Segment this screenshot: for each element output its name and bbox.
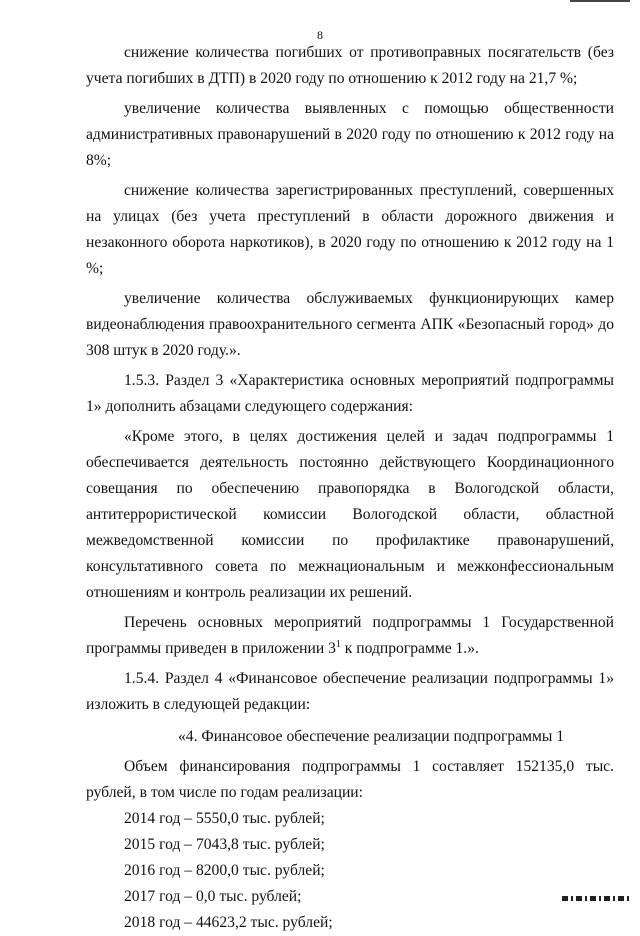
paragraph-coordination: «Кроме этого, в целях достижения целей и задач подпрограммы 1 обеспечивается деятельность постоянно действующего Координационного совещания по обеспечению правопорядка в Вологодской области, антитеррористической комиссии Вологодской области, областной межведомственной комиссии по профилактике правонарушений, консультативного совета по межнациональным и межконфессиональным отношениям и контроль реализации их решений. xyxy=(86,428,614,601)
appendix-text-before: Перечень основных мероприятий подпрограммы 1 Государственной программы приведен в приложении 3 xyxy=(86,614,614,657)
year-line: 2018 год – 44623,2 тыс. рублей; xyxy=(124,914,333,931)
scan-mark-bottom xyxy=(562,896,632,901)
paragraph-street-crimes: снижение количества зарегистрированных преступлений, совершенных на улицах (без учета преступлений в области дорожного движения и незаконного оборота наркотиков), в 2020 году по отношению к 2012 году на 1 %; xyxy=(86,182,614,277)
paragraph-admin-offenses: увеличение количества выявленных с помощью общественности административных правонарушений в 2020 году по отношению к 2012 году на 8%; xyxy=(86,100,614,169)
appendix-text-after: к подпрограмме 1.». xyxy=(340,640,479,657)
year-line: 2016 год – 8200,0 тыс. рублей; xyxy=(124,862,325,879)
paragraph-financing-intro: Объем финансирования подпрограммы 1 составляет 152135,0 тыс. рублей, в том числе по годам реализации: xyxy=(86,758,614,801)
appendix-superscript: 1 xyxy=(335,638,341,650)
paragraph-section-153: 1.5.3. Раздел 3 «Характеристика основных мероприятий подпрограммы 1» дополнить абзацами следующего содержания: xyxy=(86,372,614,415)
paragraph-cameras: увеличение количества обслуживаемых функционирующих камер видеонаблюдения правоохранительного сегмента АПК «Безопасный город» до 308 штук в 2020 году.». xyxy=(86,290,614,359)
document-body xyxy=(86,40,614,936)
page-number: 8 xyxy=(317,28,323,42)
year-line: 2017 год – 0,0 тыс. рублей; xyxy=(124,888,302,905)
year-line: 2014 год – 5550,0 тыс. рублей; xyxy=(124,810,325,827)
paragraph-appendix xyxy=(86,610,614,662)
section-4-heading: «4. Финансовое обеспечение реализации подпрограммы 1 xyxy=(178,728,565,745)
paragraph-section-154: 1.5.4. Раздел 4 «Финансовое обеспечение реализации подпрограммы 1» изложить в следующей редакции: xyxy=(86,670,614,713)
paragraph-deaths: снижение количества погибших от противоправных посягательств (без учета погибших в ДТП) в 2020 году по отношению к 2012 году на 21,7 %; xyxy=(86,44,614,87)
year-line: 2015 год – 7043,8 тыс. рублей; xyxy=(124,836,325,853)
scan-mark-top xyxy=(570,0,630,2)
